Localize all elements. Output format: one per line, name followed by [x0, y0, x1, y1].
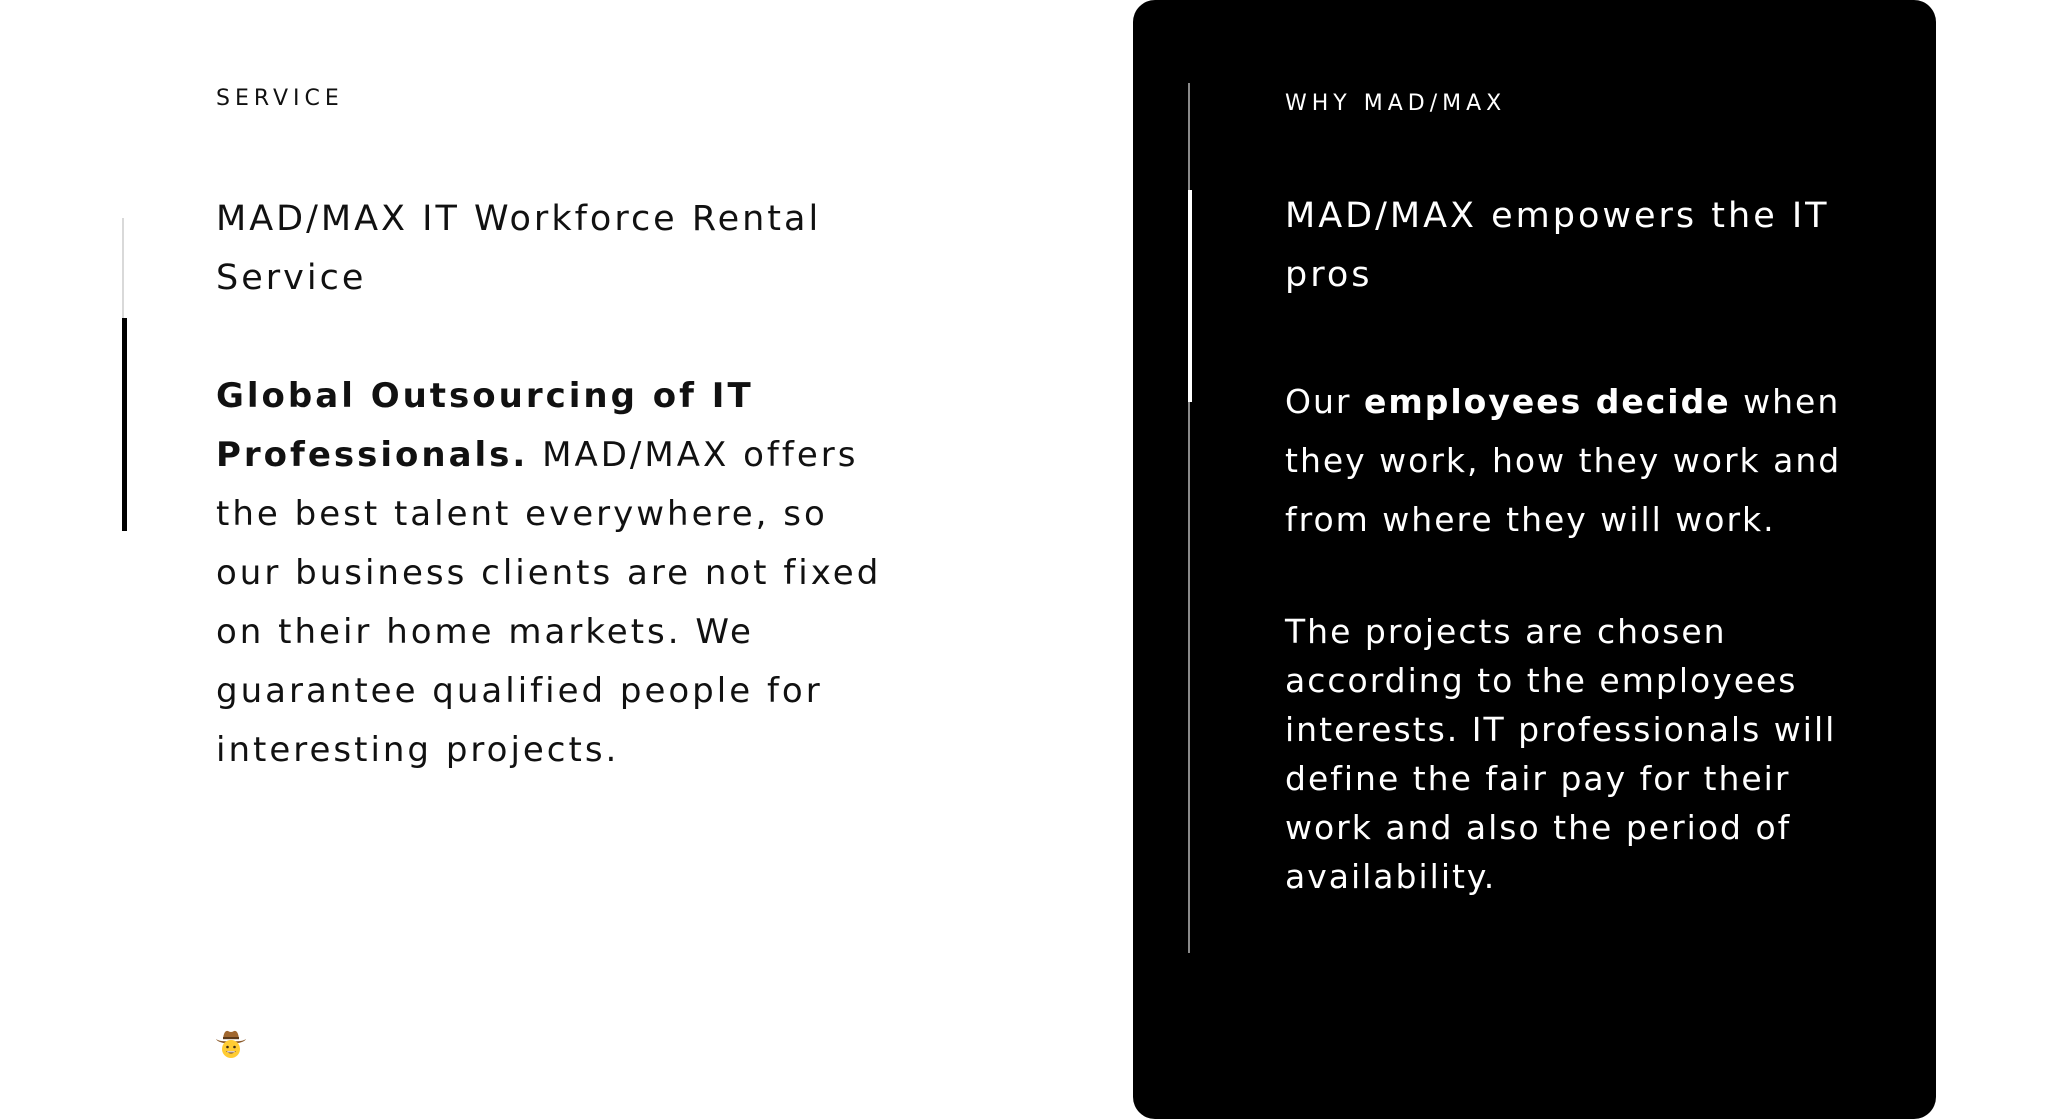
- why-paragraph-projects: The projects are chosen according to the employees interests. IT professionals will define the fair pay for their work and also the period of availability.: [1285, 612, 1837, 896]
- why-paragraph-employees-bold: employees decide: [1363, 382, 1731, 421]
- scroll-progress-indicator: [1188, 190, 1192, 402]
- service-heading: MAD/MAX IT Workforce Rental Service: [216, 199, 822, 298]
- why-paragraph-employees: [1285, 372, 1885, 549]
- why-paragraph-employees-end: when they work, how they work and from where they will work.: [1285, 382, 1842, 539]
- service-description-text: MAD/MAX offers the best talent everywhere, so our business clients are not fixed on their home markets. We guarantee qualified people for interesting projects.: [216, 435, 882, 770]
- service-description: [216, 367, 906, 780]
- why-heading: MAD/MAX empowers the IT pros: [1285, 196, 1830, 295]
- scroll-progress-indicator: [122, 318, 127, 531]
- why-eyebrow: WHY MAD/MAX: [1285, 91, 1507, 116]
- service-eyebrow: SERVICE: [216, 86, 344, 111]
- cowboy-emoji-icon[interactable]: [214, 1026, 248, 1060]
- why-madmax-panel: [1133, 0, 1936, 1119]
- service-description-bold: Global Outsourcing of IT Professionals.: [216, 376, 754, 475]
- why-paragraph-employees-start: Our: [1285, 382, 1364, 421]
